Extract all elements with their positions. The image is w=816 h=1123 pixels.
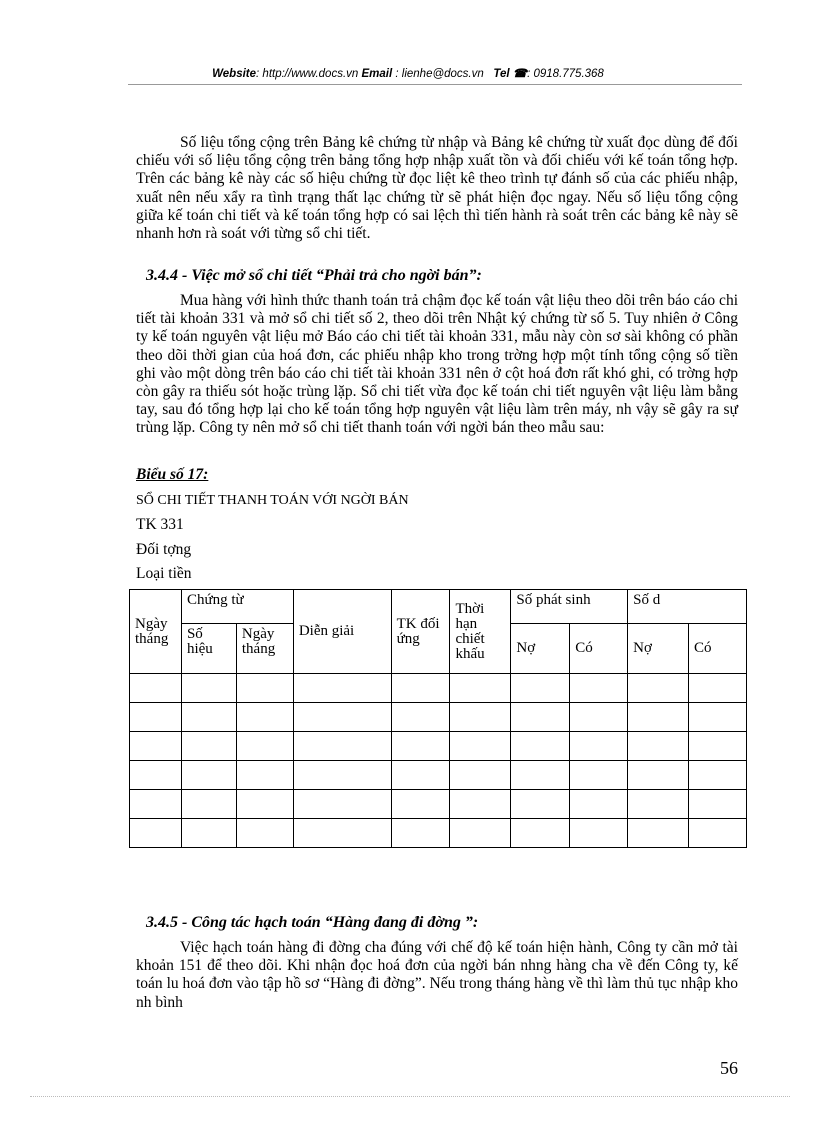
col-header-so-du: Số d bbox=[628, 590, 747, 624]
paragraph-3: Việc hạch toán hàng đi đờng cha đúng với chế độ kế toán hiện hành, Công ty cần mở tài khoản 151 để theo dõi. Khi nhận đọc hoá đơn của ngời bán nhng hàng cha về đến Công ty, kế toán lu hoá đơn vào tập hồ sơ “Hàng đi đờng”. Nếu trong tháng hàng về thì làm thủ tục nhập kho nh bình bbox=[136, 939, 738, 1011]
bieu-so-label: Biểu số 17: bbox=[136, 466, 209, 483]
section-heading-3-4-5: 3.4.5 - Công tác hạch toán “Hàng đang đi đờng ”: bbox=[146, 914, 479, 931]
col-header-no-du: Nợ bbox=[628, 624, 689, 674]
col-header-thoi-han: Thời hạn chiết khấu bbox=[450, 590, 511, 674]
ledger-title: SỔ CHI TIẾT THANH TOÁN VỚI NGỜI BÁN bbox=[136, 493, 409, 508]
header-divider bbox=[128, 84, 742, 85]
table-row bbox=[130, 761, 747, 790]
col-header-dien-giai: Diễn giải bbox=[293, 590, 391, 674]
tel-label: Tel ☎ bbox=[493, 68, 528, 80]
account-number: TK 331 bbox=[136, 516, 184, 533]
col-header-ngay-thang-sub: Ngày tháng bbox=[236, 624, 293, 674]
table-row bbox=[130, 819, 747, 848]
col-header-ngay-thang: Ngày tháng bbox=[130, 590, 182, 674]
col-header-so-hieu: Số hiệu bbox=[181, 624, 236, 674]
email-value[interactable]: : lienhe@docs.vn bbox=[392, 68, 484, 80]
col-header-no-phat-sinh: Nợ bbox=[511, 624, 570, 674]
col-header-chung-tu: Chứng từ bbox=[181, 590, 293, 624]
footer-divider bbox=[30, 1096, 790, 1097]
table-row bbox=[130, 790, 747, 819]
col-header-so-phat-sinh: Số phát sinh bbox=[511, 590, 628, 624]
website-value[interactable]: : http://www.docs.vn bbox=[256, 68, 359, 80]
website-label: Website bbox=[212, 68, 257, 80]
page-number: 56 bbox=[720, 1058, 738, 1078]
table-row bbox=[130, 703, 747, 732]
page-header bbox=[0, 66, 816, 80]
paragraph-2: Mua hàng với hình thức thanh toán trả chậm đọc kế toán vật liệu theo dõi trên báo cáo chi tiết tài khoản 331 và mở sổ chi tiết số 2, theo dõi trên Nhật ký chứng từ số 5. Tuy nhiên ở Công ty kế toán nguyên vật liệu mở Báo cáo chi tiết tài khoản 331, mẫu này còn sơ sài không có phần theo dõi thời gian của hoá đơn, các phiếu nhập kho trong trờng hợp một tính tổng cộng số tiền ghi vào một dòng trên báo cáo chi tiết tài khoản 331 nên ở cột hoá đơn rất khó ghi, có trờng hợp còn gây ra thiếu sót hoặc trùng lặp. Sổ chi tiết vừa đọc kế toán chi tiết nguyên vật liệu làm bằng tay, sau đó tổng hợp lại cho kế toán tổng hợp nguyên vật liệu làm trên máy, nh vậy sẽ gây ra sự trùng lặp. Công ty nên mở sổ chi tiết thanh toán với ngời bán theo mẫu sau: bbox=[136, 292, 738, 437]
paragraph-1: Số liệu tổng cộng trên Bảng kê chứng từ nhập và Bảng kê chứng từ xuất đọc dùng để đối chiếu với số liệu tổng cộng trên bảng tổng hợp nhập xuất tồn và đối chiếu với kế toán tổng hợp. Trên các bảng kê này các số hiệu chứng từ đọc liệt kê theo trình tự đánh số của các phiếu nhập, xuất nên nếu xẩy ra tình trạng thất lạc chứng từ sẽ phát hiện đọc ngay. Nếu số liệu tổng cộng giữa kế toán chi tiết và kế toán tổng hợp có sai lệch thì tiến hành rà soát trên các bảng kê này sẽ nhanh hơn rà soát với từng sổ chi tiết. bbox=[136, 134, 738, 243]
table-header-row-1 bbox=[130, 590, 747, 624]
table-row bbox=[130, 732, 747, 761]
email-label: Email bbox=[361, 68, 393, 80]
col-header-tk-doi-ung: TK đối ứng bbox=[391, 590, 450, 674]
loai-tien-label: Loại tiền bbox=[136, 565, 192, 582]
section-heading-3-4-4: 3.4.4 - Việc mở sổ chi tiết “Phải trả cho ngời bán”: bbox=[146, 267, 482, 284]
doi-tuong-label: Đối tợng bbox=[136, 541, 192, 558]
table-row bbox=[130, 674, 747, 703]
col-header-co-phat-sinh: Có bbox=[570, 624, 628, 674]
col-header-co-du: Có bbox=[689, 624, 747, 674]
tel-value: : 0918.775.368 bbox=[527, 68, 604, 80]
ledger-table bbox=[129, 589, 747, 848]
